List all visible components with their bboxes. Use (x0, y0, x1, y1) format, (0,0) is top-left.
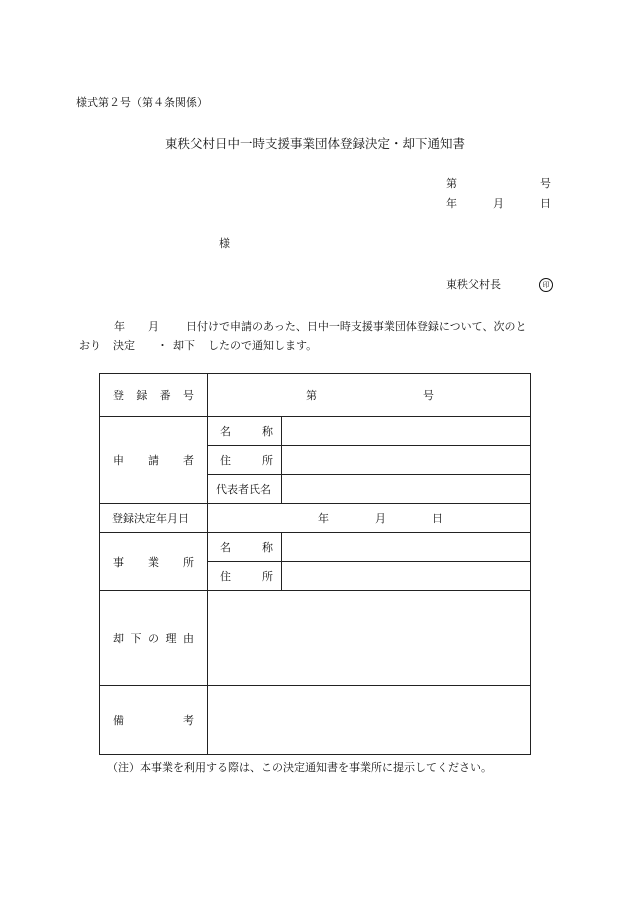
document-number-line (446, 178, 551, 189)
date-year: 年 (446, 197, 457, 210)
applicant-address-label-cell (208, 446, 282, 475)
office-address-field[interactable] (282, 562, 531, 591)
number-suffix: 号 (540, 177, 551, 190)
document-title: 東秩父村日中一時支援事業団体登録決定・却下通知書 (164, 136, 465, 151)
reg-no-label-cell (100, 374, 208, 417)
remarks-label (100, 712, 207, 728)
date-day: 日 (540, 197, 551, 210)
office-label (100, 554, 207, 570)
label-char: 住 (220, 454, 231, 467)
rep-name-label: 代表者氏名 (216, 483, 271, 496)
label-char: 住 (220, 570, 231, 583)
decision-date-label: 登録決定年月日 (112, 512, 189, 525)
label-char: 名 (220, 541, 231, 554)
label-char: 請 (148, 454, 159, 467)
decision-date-value-cell (208, 504, 531, 533)
body-separator: ・ (157, 339, 168, 352)
reason-label-cell (100, 591, 208, 686)
table-row (100, 686, 531, 755)
date-month: 月 (493, 197, 504, 210)
applicant-address-label (208, 452, 281, 468)
reg-no-prefix: 第 (306, 389, 317, 402)
applicant-label (100, 452, 207, 468)
body-notice-text: したので通知します。 (208, 339, 318, 352)
decision-year: 年 (318, 512, 329, 525)
label-char: 称 (262, 541, 273, 554)
reason-field[interactable] (208, 591, 531, 686)
body-reject-option: 却下 (173, 339, 195, 352)
office-name-label-cell (208, 533, 282, 562)
form-number-label: 様式第２号（第４条関係） (76, 96, 208, 109)
remarks-label-cell (100, 686, 208, 755)
decision-date-label-cell (100, 504, 208, 533)
label-char: 所 (262, 454, 273, 467)
label-char: 録 (136, 389, 148, 402)
body-day-text: 日付けで申請のあった、日中一時支援事業団体登録について、次のと (186, 320, 527, 333)
applicant-name-label (208, 423, 281, 439)
addressee-honorific: 様 (219, 237, 230, 250)
rep-name-label-cell (208, 475, 282, 504)
body-decision-option: 決定 (113, 339, 135, 352)
rep-name-field[interactable] (282, 475, 531, 504)
reg-no-value-cell (208, 374, 531, 417)
number-prefix: 第 (446, 177, 457, 190)
table-row (100, 591, 531, 686)
body-year: 年 (114, 320, 125, 333)
office-name-label (208, 539, 281, 555)
notice-form-table (99, 373, 531, 755)
applicant-name-label-cell (208, 417, 282, 446)
office-address-label-cell (208, 562, 282, 591)
reg-no-label (100, 387, 207, 403)
label-char: 所 (262, 570, 273, 583)
label-char: 考 (183, 714, 194, 727)
applicant-name-field[interactable] (282, 417, 531, 446)
label-char: 所 (183, 555, 194, 569)
applicant-address-field[interactable] (282, 446, 531, 475)
remarks-field[interactable] (208, 686, 531, 755)
label-char: 備 (113, 714, 124, 727)
office-label-cell (100, 533, 208, 591)
table-row (100, 504, 531, 533)
table-row (100, 417, 531, 446)
office-address-label (208, 568, 281, 584)
body-month: 月 (148, 320, 159, 333)
label-char: 称 (262, 425, 273, 438)
label-char: 却 (113, 632, 124, 645)
reg-no-value (208, 387, 530, 403)
label-char: 理 (165, 632, 177, 645)
reg-no-suffix: 号 (423, 389, 434, 402)
label-char: 番 (159, 389, 171, 402)
table-row (100, 374, 531, 417)
applicant-label-cell (100, 417, 208, 504)
label-char: の (148, 632, 159, 645)
usage-note: （注）本事業を利用する際は、この決定通知書を事業所に提示してください。 (107, 761, 492, 774)
label-char: 名 (220, 425, 231, 438)
sender-title: 東秩父村長 (446, 278, 501, 291)
document-date-line (446, 198, 551, 209)
table-row (100, 533, 531, 562)
reason-label (100, 630, 207, 646)
decision-month: 月 (375, 512, 386, 525)
seal-mark: 印 (539, 278, 553, 292)
label-char: 業 (148, 555, 159, 569)
body-ori: おり (79, 339, 101, 352)
office-name-field[interactable] (282, 533, 531, 562)
decision-day: 日 (432, 512, 443, 525)
decision-date-value (208, 510, 530, 526)
label-char: 事 (113, 555, 124, 569)
label-char: 者 (183, 454, 194, 467)
label-char: 下 (130, 632, 142, 645)
label-char: 登 (113, 389, 124, 402)
label-char: 申 (113, 454, 124, 467)
label-char: 由 (183, 632, 194, 645)
label-char: 号 (182, 389, 194, 402)
